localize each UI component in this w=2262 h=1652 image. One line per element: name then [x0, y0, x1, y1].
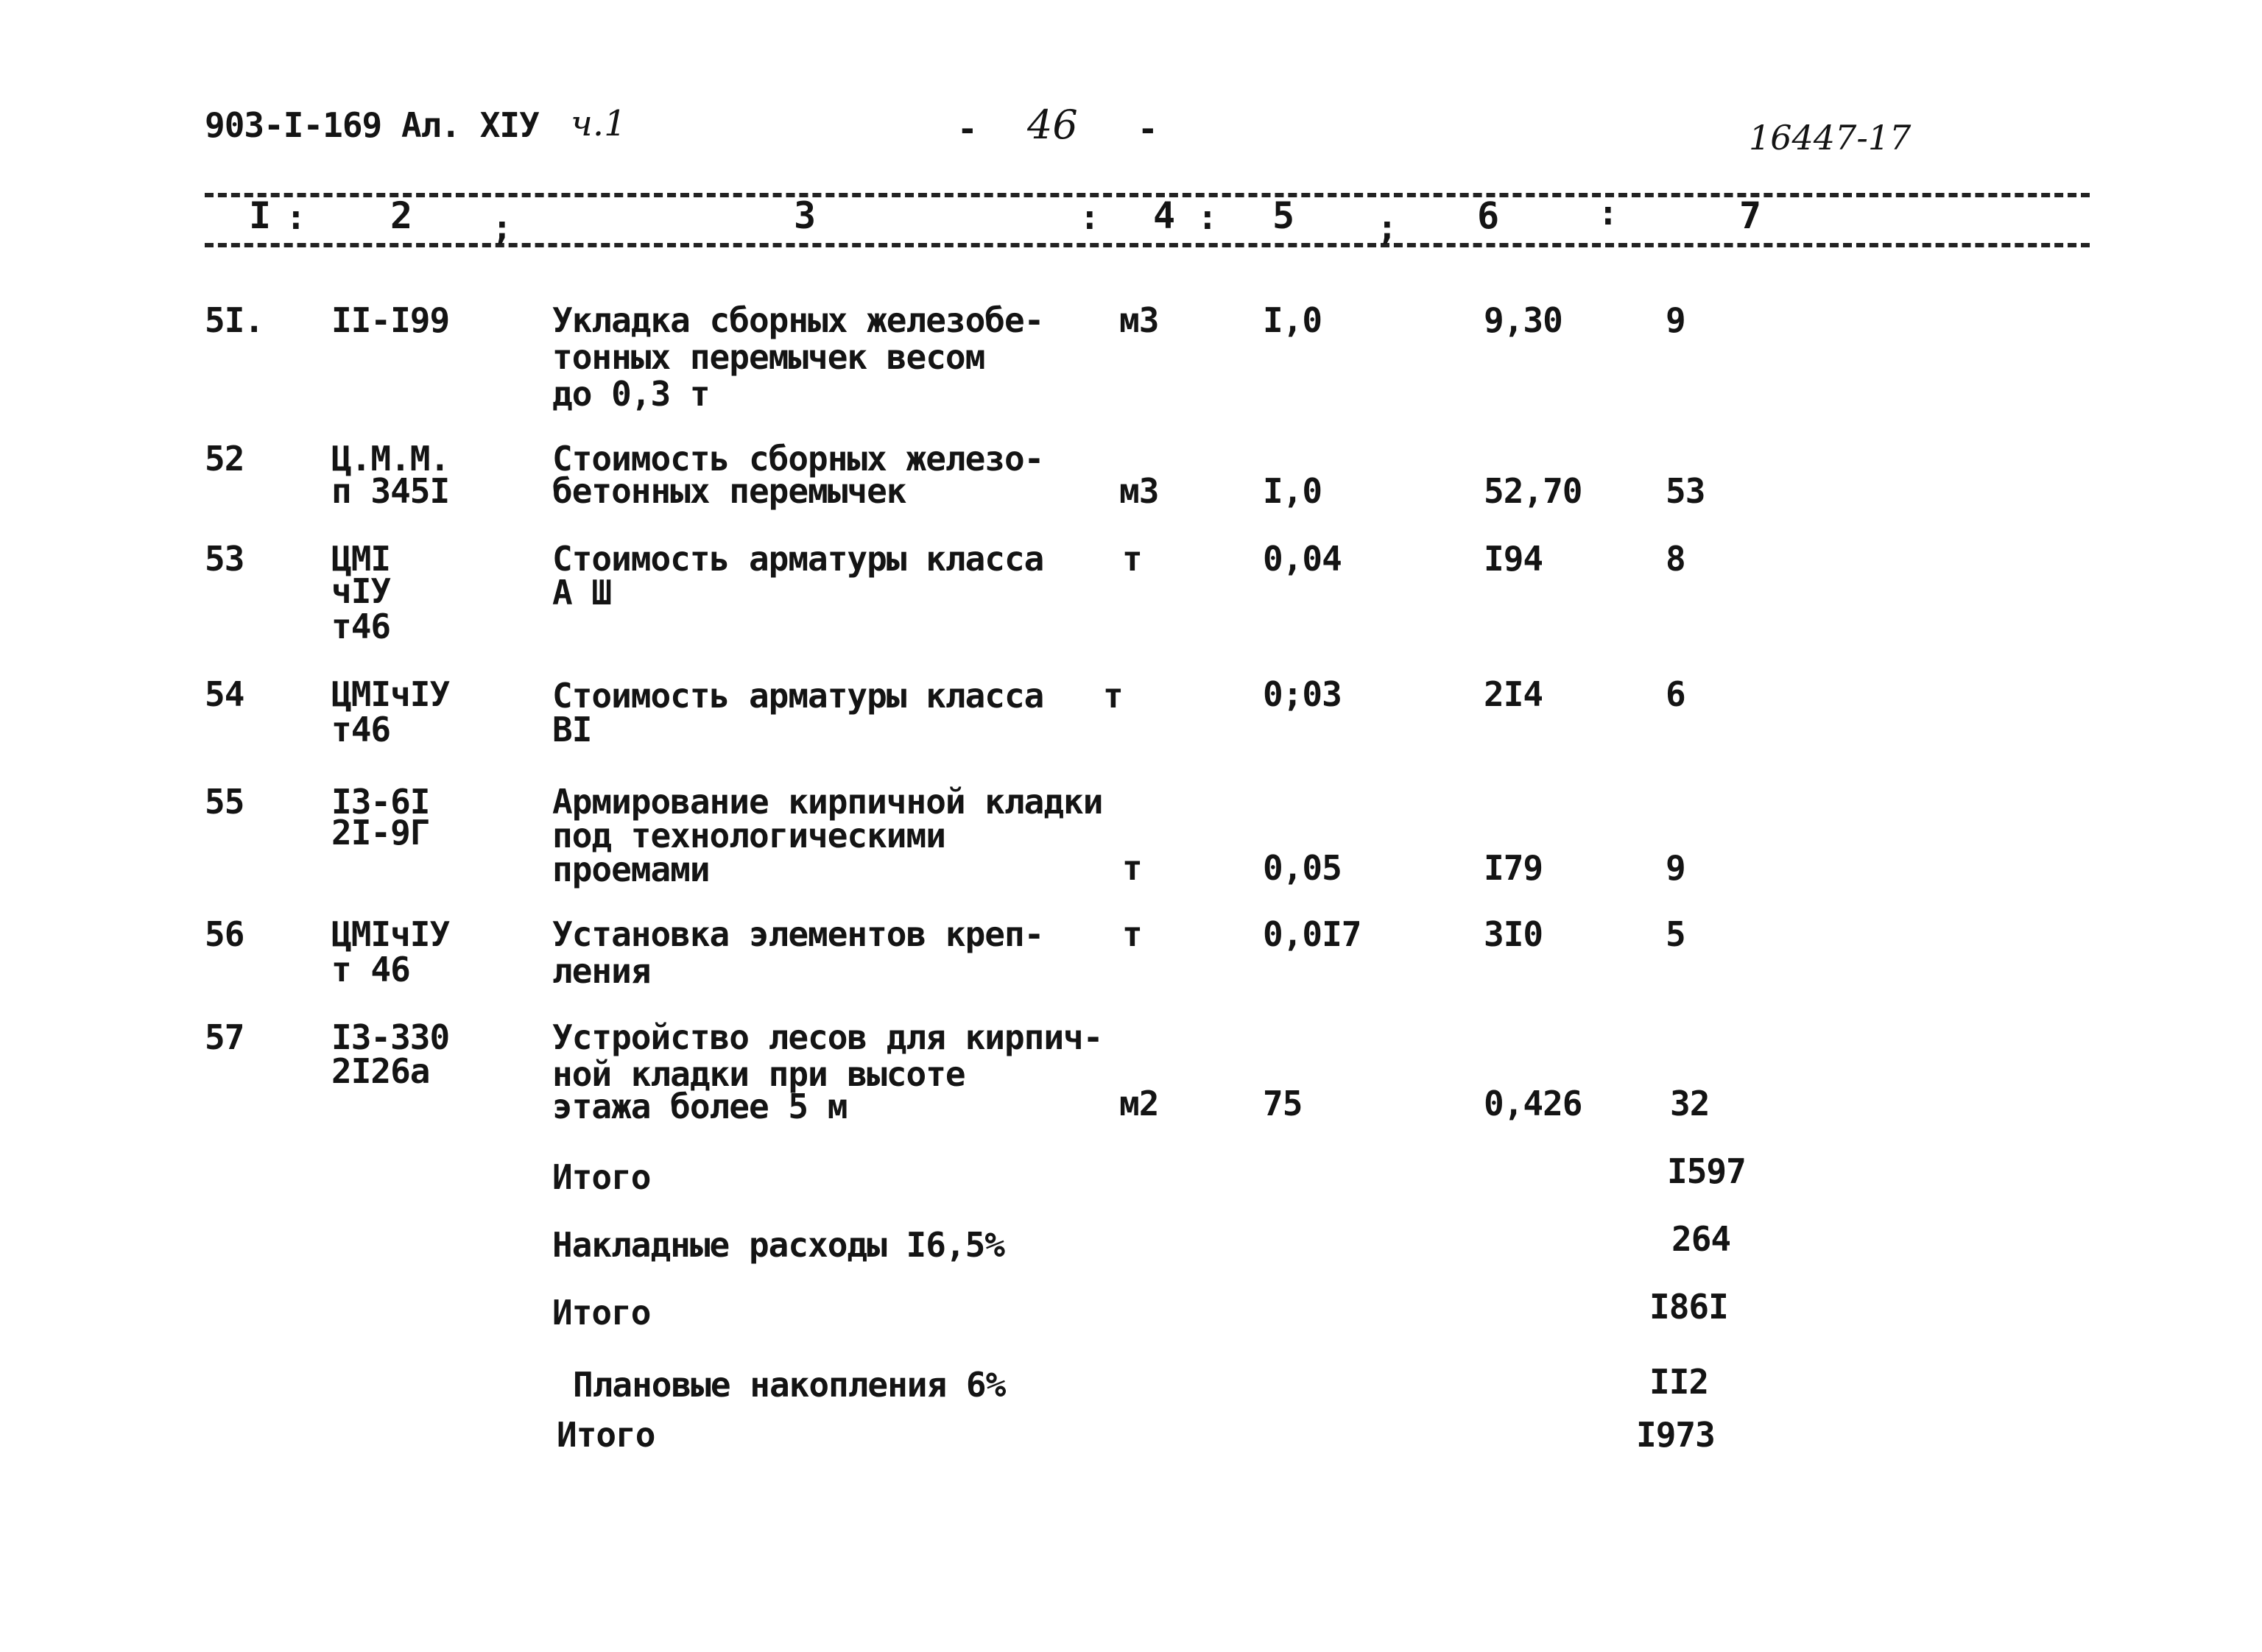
column-header-6: 6 [1477, 194, 1500, 237]
column-header-1: I [249, 194, 272, 237]
row-code: 2I-9Г [331, 813, 430, 853]
column-header-5: 5 [1272, 194, 1295, 237]
row-code: I3-330 [331, 1017, 450, 1057]
row-unit-price: I94 [1484, 539, 1543, 579]
row-description: ления [552, 951, 651, 991]
row-quantity: 0;03 [1263, 674, 1342, 714]
row-unit: м3 [1119, 471, 1159, 511]
sheet-reference: 16447-17 [1749, 118, 1912, 158]
row-total: 8 [1666, 539, 1685, 579]
row-total: 53 [1666, 471, 1705, 511]
column-separator: ; [492, 208, 512, 247]
row-unit-price: 52,70 [1484, 471, 1582, 511]
row-total: 6 [1666, 674, 1685, 714]
column-separator: : [1079, 197, 1100, 237]
header-rule-bottom [205, 243, 2090, 247]
column-header-7: 7 [1739, 194, 1762, 237]
row-unit: т [1103, 676, 1123, 716]
summary-label: Итого [552, 1157, 651, 1197]
summary-label: Итого [552, 1293, 651, 1332]
row-description: до 0,3 т [552, 374, 710, 414]
row-quantity: I,0 [1263, 471, 1322, 511]
row-unit: м2 [1119, 1084, 1159, 1123]
row-code: I3-6I [331, 782, 430, 822]
summary-value: I973 [1636, 1415, 1715, 1455]
row-description: Установка элементов креп- [552, 914, 1044, 954]
row-description: Армирование кирпичной кладки [552, 782, 1103, 822]
summary-value: I86I [1649, 1287, 1728, 1327]
row-unit: т [1122, 539, 1142, 579]
row-quantity: 75 [1263, 1084, 1303, 1123]
row-description: ной кладки при высоте [552, 1054, 965, 1094]
row-number: 57 [205, 1017, 244, 1057]
page-number-dash-right: - [1138, 109, 1158, 149]
row-description: Стоимость арматуры класса [552, 676, 1044, 716]
row-code: ЦМI [331, 539, 391, 579]
row-code: т46 [331, 710, 391, 749]
row-number: 54 [205, 674, 244, 714]
row-description: Укладка сборных железобе- [552, 300, 1044, 340]
row-description: бетонных перемычек [552, 471, 906, 511]
row-quantity: I,0 [1263, 300, 1322, 340]
row-quantity: 0,04 [1263, 539, 1342, 579]
row-quantity: 0,0I7 [1263, 914, 1361, 954]
summary-value: I597 [1667, 1151, 1746, 1191]
summary-label: Плановые накопления 6% [573, 1365, 1006, 1405]
row-total: 9 [1666, 848, 1685, 888]
row-unit: т [1122, 914, 1142, 954]
row-code: Ц.М.М. [331, 439, 450, 479]
column-header-4: 4 [1153, 194, 1176, 237]
row-quantity: 0,05 [1263, 848, 1342, 888]
row-description: Устройство лесов для кирпич- [552, 1017, 1103, 1057]
column-separator: : [1598, 193, 1618, 233]
row-description: под технологическими [552, 816, 945, 855]
row-description: Стоимость сборных железо- [552, 439, 1044, 479]
row-description: этажа более 5 м [552, 1087, 848, 1126]
document-part: ч.1 [571, 103, 627, 144]
summary-value: 264 [1671, 1219, 1731, 1259]
row-code: т46 [331, 607, 391, 646]
row-unit: т [1122, 848, 1142, 888]
row-total: 9 [1666, 300, 1685, 340]
row-description: тонных перемычек весом [552, 337, 985, 377]
summary-label: Накладные расходы I6,5% [552, 1225, 1004, 1265]
row-code: II-I99 [331, 300, 450, 340]
row-unit-price: I79 [1484, 848, 1543, 888]
row-total: 32 [1670, 1084, 1710, 1123]
row-code: ЦМIчIУ [331, 674, 450, 714]
row-total: 5 [1666, 914, 1685, 954]
row-unit-price: 2I4 [1484, 674, 1543, 714]
row-description: Стоимость арматуры класса [552, 539, 1044, 579]
row-code: п 345I [331, 471, 450, 511]
row-number: 55 [205, 782, 244, 822]
summary-value: II2 [1649, 1362, 1709, 1402]
document-code: 903-I-169 Ал. XIУ [205, 105, 539, 145]
row-description: ВI [552, 710, 592, 749]
column-header-2: 2 [390, 194, 413, 237]
column-separator: : [1197, 197, 1218, 237]
row-code: 2I26а [331, 1051, 430, 1091]
row-code: ЦМIчIУ [331, 914, 450, 954]
summary-label: Итого [557, 1415, 655, 1455]
page-number: 46 [1027, 102, 1078, 148]
page-number-dash-left: - [957, 109, 977, 149]
column-header-3: 3 [794, 194, 817, 237]
row-number: 53 [205, 539, 244, 579]
header-rule-top [205, 193, 2090, 197]
row-description: А Ш [552, 573, 612, 613]
row-code: чIУ [331, 571, 391, 611]
row-number: 52 [205, 439, 244, 479]
column-separator: : [286, 197, 306, 237]
row-unit-price: 3I0 [1484, 914, 1543, 954]
column-separator: ; [1377, 208, 1398, 247]
row-unit-price: 9,30 [1484, 300, 1562, 340]
row-description: проемами [552, 850, 710, 889]
row-number: 56 [205, 914, 244, 954]
row-unit: м3 [1119, 300, 1159, 340]
row-unit-price: 0,426 [1484, 1084, 1582, 1123]
row-code: т 46 [331, 950, 410, 989]
row-number: 5I. [205, 300, 264, 340]
